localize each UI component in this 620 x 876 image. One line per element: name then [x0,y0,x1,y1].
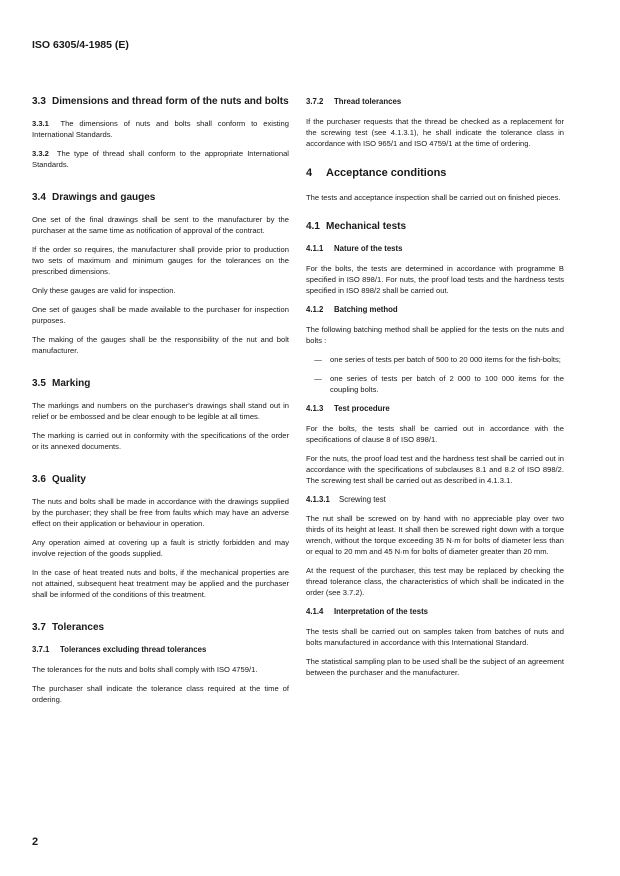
paragraph: For the bolts, the tests are determined in accordance with programme B specified in ISO 898/1. For nuts, the proof load tests and the hardness tests specified in ISO 898/2 shall be carried out. [306,264,564,295]
paragraph: For the bolts, the tests shall be carried out in accordance with the specifications of clause 8 of ISO 898/1. [306,424,564,444]
paragraph: One set of the final drawings shall be sent to the manufacturer by the purchaser at the same time as notification of approval of the contract. [32,215,289,235]
subsection-heading: 4.1.4 Interpretation of the tests [306,607,429,616]
right-column [306,96,564,686]
paragraph: If the order so requires, the manufacturer shall provide prior to production two sets of maximum and minimum gauges for the tolerances on the prescribed dimensions. [32,245,289,276]
section-heading: 3.7 Tolerances [32,622,105,633]
paragraph: The making of the gauges shall be the responsibility of the nut and bolt manufacturer. [32,335,289,355]
paragraph: In the case of heat treated nuts and bolts, if the mechanical properties are not attained, subsequent heat treatment may be applied and the purchaser shall be informed of the conditions of this treatment. [32,568,289,599]
subsection-heading: 3.7.2 Thread tolerances [306,97,402,106]
paragraph: One set of gauges shall be made available to the purchaser for inspection purposes. [32,305,289,325]
paragraph: If the purchaser requests that the thread be checked as a replacement for the screwing test (see 4.1.3.1), he shall indicate the tolerance class in accordance with ISO 965/1 and ISO 4759/1 at the time of ordering. [306,117,564,148]
paragraph: The markings and numbers on the purchaser's drawings shall stand out in relief or be embossed and be clear enough to be legible at all times. [32,401,289,421]
paragraph: The statistical sampling plan to be used shall be the subject of an agreement between the purchaser and the manufacturer. [306,657,564,677]
paragraph: For the nuts, the proof load test and the hardness test shall be carried out in accordance with the specifications of subclauses 8.1 and 8.2 of ISO 898/2. The screwing test shall be carried out as described in 4.1.3.1. [306,454,564,485]
section-heading: 3.6 Quality [32,474,86,485]
paragraph: The marking is carried out in conformity with the specifications of the order or its annexed documents. [32,431,289,451]
paragraph: The tests shall be carried out on samples taken from batches of nuts and bolts manufactured in accordance with this International Standard. [306,627,564,647]
subsection-heading: 4.1.3 Test procedure [306,404,390,413]
clause-3-3-2: 3.3.2 The type of thread shall conform to the appropriate International Standards. [32,149,289,169]
paragraph: The tests and acceptance inspection shall be carried out on finished pieces. [306,193,561,202]
list-item: — one series of tests per batch of 500 to 20 000 items for the fish-bolts; [314,355,561,364]
section-heading: 3.4 Drawings and gauges [32,192,156,203]
list-item: — one series of tests per batch of 2 000 to 100 000 items for the coupling bolts. [314,374,564,394]
paragraph: Any operation aimed at covering up a fault is strictly forbidden and may involve rejection of the goods supplied. [32,538,289,558]
page-number: 2 [32,836,39,848]
clause-3-3-1: 3.3.1 The dimensions of nuts and bolts shall conform to existing International Standards. [32,119,289,139]
chapter-heading: 4 Acceptance conditions [306,167,447,179]
paragraph: The tolerances for the nuts and bolts shall comply with ISO 4759/1. [32,665,258,674]
left-column [32,96,289,713]
section-heading: 4.1 Mechanical tests [306,221,407,232]
subsection-heading: 4.1.1 Nature of the tests [306,244,403,253]
paragraph: The nuts and bolts shall be made in accordance with the drawings supplied by the purchaser; they shall be free from faults which may have an adverse effect on their application or behaviour in operation. [32,497,289,528]
subsection-heading: 4.1.2 Batching method [306,305,398,314]
section-heading: 3.3 Dimensions and thread form of the nuts and bolts [32,96,289,107]
paragraph: At the request of the purchaser, this test may be replaced by checking the thread tolerance class, the characteristics of which shall be indicated in the order (see 3.7.2). [306,566,564,597]
document-header: ISO 6305/4-1985 (E) [32,39,129,51]
paragraph: The purchaser shall indicate the tolerance class required at the time of ordering. [32,684,289,704]
section-heading: 3.5 Marking [32,378,91,389]
paragraph: The nut shall be screwed on by hand with no appreciable play over two thirds of its height at least. It shall then be screwed right down with a torque wrench, without the torque exceeding 35 N·m for bolts of diameter less than or equal to 20 mm and 45 N·m for bolts of diameter greater than 20 mm. [306,514,564,556]
paragraph: The following batching method shall be applied for the tests on the nuts and bolts : [306,325,564,345]
subsection-heading: 3.7.1 Tolerances excluding thread tolerances [32,645,207,654]
subsubsection-heading: 4.1.3.1 Screwing test [306,495,386,504]
paragraph: Only these gauges are valid for inspection. [32,286,176,295]
